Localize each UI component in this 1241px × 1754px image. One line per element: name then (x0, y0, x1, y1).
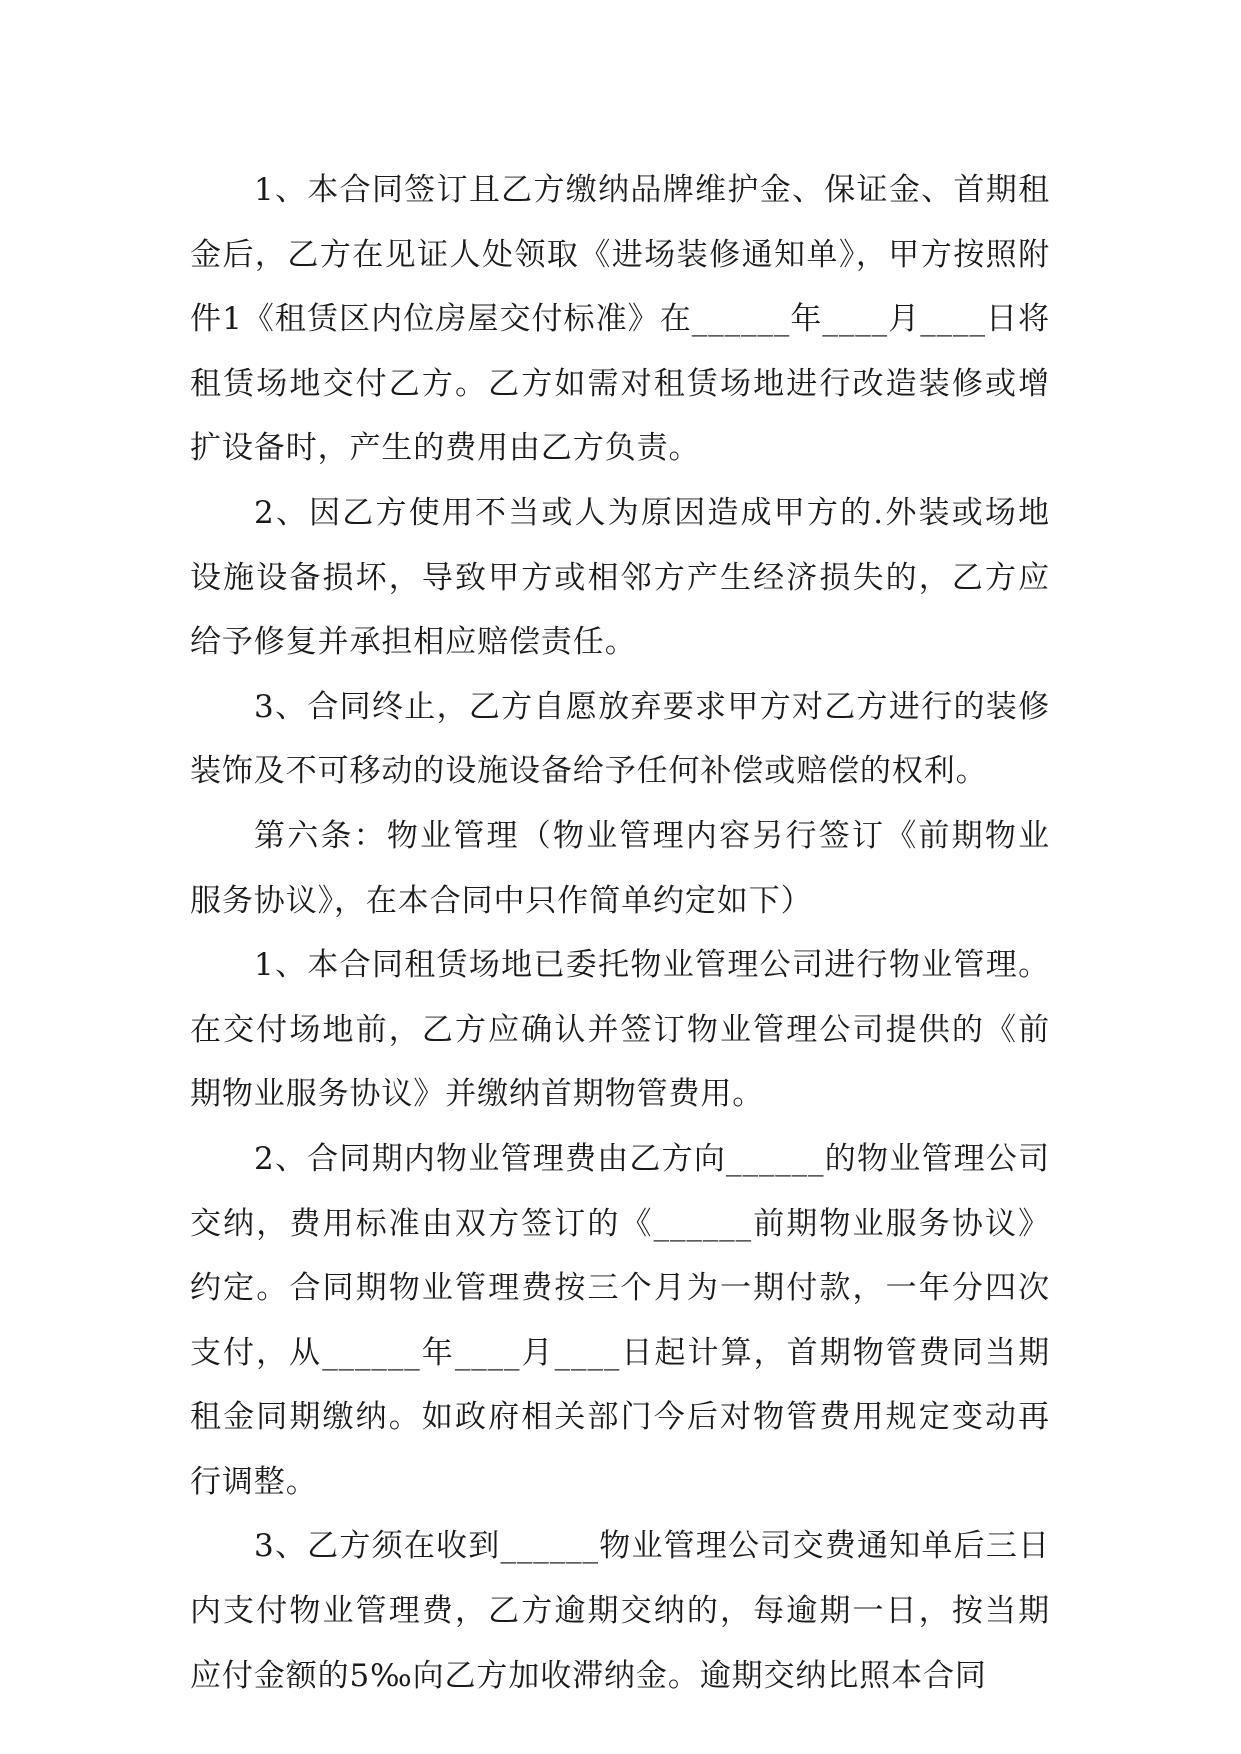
paragraph-termination-waiver: 3、合同终止，乙方自愿放弃要求甲方对乙方进行的装修装饰及不可移动的设施设备给予任何补偿或赔偿的权利。 (190, 688, 1050, 790)
paragraph-damage-compensation: 2、因乙方使用不当或人为原因造成甲方的.外装或场地设施设备损坏，导致甲方或相邻方产生经济损失的，乙方应给予修复并承担相应赔偿责任。 (190, 494, 1050, 661)
section-heading-property-management: 第六条：物业管理（物业管理内容另行签订《前期物业服务协议》，在本合同中只作简单约定如下） (190, 817, 1050, 919)
paragraph-delivery-terms: 1、本合同签订且乙方缴纳品牌维护金、保证金、首期租金后，乙方在见证人处领取《进场装修通知单》，甲方按照附件1《租赁区内位房屋交付标准》在______年____月____日将租赁场地交付乙方。乙方如需对租赁场地进行改造装修或增扩设备时，产生的费用由乙方负责。 (190, 172, 1050, 467)
paragraph-management-fee: 2、合同期内物业管理费由乙方向______的物业管理公司交纳，费用标准由双方签订的《______前期物业服务协议》约定。合同期物业管理费按三个月为一期付款，一年分四次支付，从______年____月____日起计算，首期物管费同当期租金同期缴纳。如政府相关部门今后对物管费用规定变动再行调整。 (190, 1140, 1050, 1500)
document-body (190, 158, 1050, 1708)
paragraph-management-company: 1、本合同租赁场地已委托物业管理公司进行物业管理。在交付场地前，乙方应确认并签订物业管理公司提供的《前期物业服务协议》并缴纳首期物管费用。 (190, 947, 1050, 1113)
paragraph-late-payment: 3、乙方须在收到______物业管理公司交费通知单后三日内支付物业管理费，乙方逾期交纳的，每逾期一日，按当期应付金额的5‰向乙方加收滞纳金。逾期交纳比照本合同 (190, 1528, 1050, 1694)
